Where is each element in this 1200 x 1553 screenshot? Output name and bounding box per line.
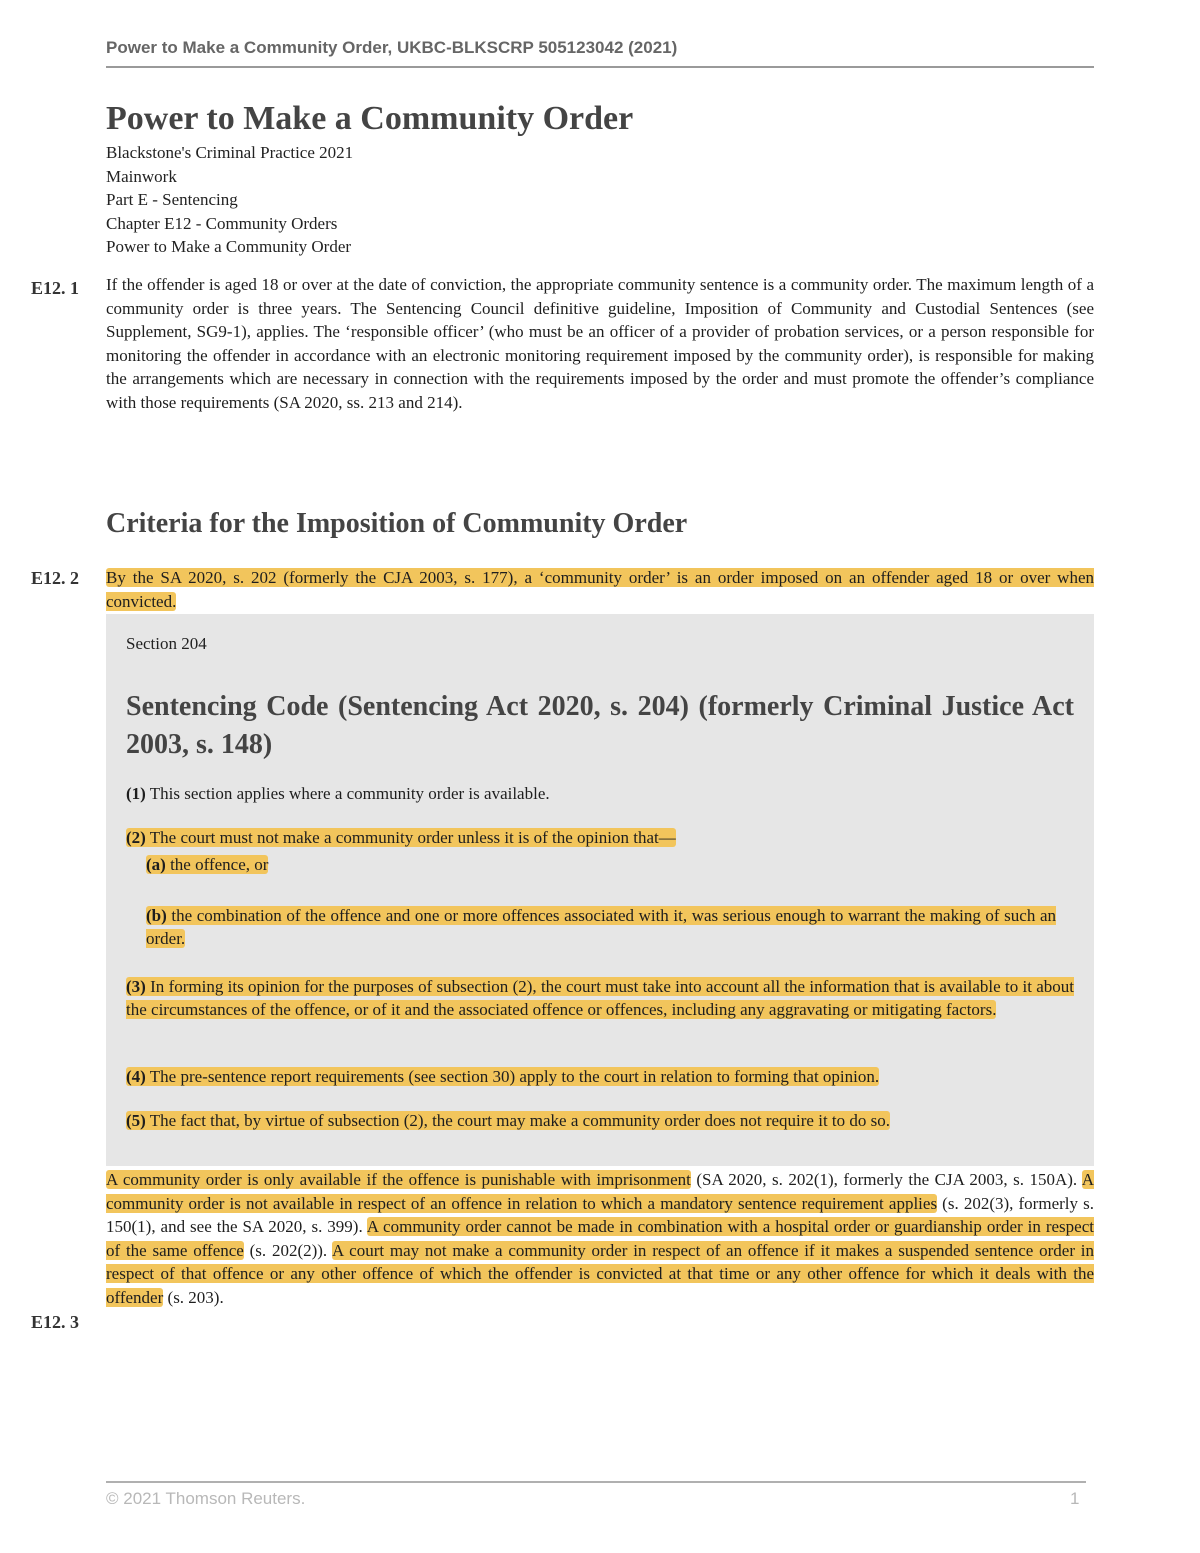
highlighted-text <box>146 855 268 874</box>
highlighted-text: A community order is not available in respect of an offence in relation to which a mandatory sentence requirement applies <box>106 1170 1095 1213</box>
citation-text: (SA 2020, s. 202(1), formerly the CJA 2003, s. 150A). <box>690 1170 1082 1189</box>
subsection-number: (4) <box>126 1067 146 1086</box>
highlighted-text <box>126 828 676 847</box>
subsection-3 <box>126 975 1074 1021</box>
highlighted-text: A community order is only available if the offence is punishable with imprisonment <box>106 1170 691 1189</box>
paragraph-e12-2 <box>106 566 1094 613</box>
highlighted-text: A court may not make a community order in respect of an offence if it makes a suspended sentence order in respect of that offence or any other offence of which the offender is convicted at that time or any other offence for which it deals with the offender <box>106 1240 1095 1307</box>
statute-extract-box <box>106 614 1094 1166</box>
subsection-text: This section applies where a community order is available. <box>145 784 550 803</box>
subsection-number: (3) <box>126 977 146 996</box>
highlighted-text <box>126 1111 890 1130</box>
highlighted-text <box>146 906 1056 948</box>
statute-section-label: Section 204 <box>126 634 207 653</box>
paragraph-after-statute <box>106 1168 1094 1309</box>
subsection-2a <box>146 853 1056 876</box>
paragraph-number-e12-3: E12. 3 <box>31 1312 80 1332</box>
highlighted-text: By the SA 2020, s. 202 (formerly the CJA 2003, s. 177), a ‘community order’ is an order imposed on an offender aged 18 or over when convicted. <box>106 568 1094 611</box>
subsection-2 <box>126 826 1074 849</box>
running-header: Power to Make a Community Order, UKBC-BLKSCRP 505123042 (2021) <box>106 38 678 57</box>
breadcrumb <box>106 141 353 259</box>
subsection-text: the offence, or <box>165 855 269 874</box>
subsection-4 <box>126 1065 1074 1088</box>
highlighted-text: A community order cannot be made in combination with a hospital order or guardianship order in respect of the same offence <box>106 1217 1094 1260</box>
subsection-number: (b) <box>146 906 167 925</box>
page-number: 1 <box>1070 1489 1080 1508</box>
citation-text: (s. 203). <box>163 1287 224 1307</box>
breadcrumb-item[interactable]: Power to Make a Community Order <box>106 237 352 256</box>
subsection-number: (2) <box>126 828 146 847</box>
subsection-1 <box>126 782 1074 805</box>
subsection-text: the combination of the offence and one or more offences associated with it, was serious enough to warrant the making of such an order. <box>146 906 1056 948</box>
subsection-number: (5) <box>126 1111 146 1130</box>
breadcrumb-item[interactable]: Chapter E12 - Community Orders <box>106 213 338 233</box>
paragraph-number-e12-1: E12. 1 <box>31 278 80 298</box>
header-rule <box>106 66 1094 68</box>
subsection-text: The fact that, by virtue of subsection (2), the court may make a community order does not require it to do so. <box>145 1111 891 1130</box>
highlighted-text <box>126 977 1074 1019</box>
paragraph-number-e12-2: E12. 2 <box>31 568 80 588</box>
breadcrumb-item[interactable]: Part E - Sentencing <box>106 190 238 209</box>
citation-text: (s. 202(3), formerly s. 150(1), and see the SA 2020, s. 399). <box>106 1193 1094 1236</box>
paragraph-e12-1: If the offender is aged 18 or over at the date of conviction, the appropriate community sentence is a community order. The maximum length of a community order is three years. The Sentencing Council definitive guideline, Imposition of Community and Custodial Sentences (see Supplement, SG9-1), applies. The ‘responsible officer’ (who must be an officer of a provider of probation services, or a person responsible for monitoring the offender in accordance with an electronic monitoring requirement imposed by the community order), is responsible for making the arrangements which are necessary in connection with the requirements imposed by the order and must promote the offender’s compliance with those requirements (SA 2020, ss. 213 and 214). <box>106 275 1094 412</box>
highlighted-text <box>126 1067 879 1086</box>
citation-text: (s. 202(2)). <box>243 1240 333 1260</box>
footer-rule <box>106 1481 1086 1483</box>
subsection-2b <box>146 904 1056 950</box>
page-title: Power to Make a Community Order <box>106 100 634 137</box>
subsection-text: In forming its opinion for the purposes of subsection (2), the court must take into account all the information that is available to it about the circumstances of the offence, or of it and the associated offence or offences, including any aggravating or mitigating factors. <box>126 977 1074 1019</box>
subsection-number: (1) <box>126 784 146 803</box>
section-heading: Criteria for the Imposition of Community Order <box>106 508 688 539</box>
breadcrumb-item[interactable]: Blackstone's Criminal Practice 2021 <box>106 143 354 162</box>
subsection-number: (a) <box>146 855 166 874</box>
footer-copyright: © 2021 Thomson Reuters. <box>106 1489 306 1508</box>
subsection-5 <box>126 1109 1074 1132</box>
subsection-text: The court must not make a community order unless it is of the opinion that— <box>145 828 676 847</box>
statute-title: Sentencing Code (Sentencing Act 2020, s. 204) (formerly Criminal Justice Act 2003, s. 148) <box>126 691 1074 760</box>
subsection-text: The pre-sentence report requirements (see section 30) apply to the court in relation to forming that opinion. <box>145 1067 880 1086</box>
breadcrumb-item[interactable]: Mainwork <box>106 166 177 186</box>
